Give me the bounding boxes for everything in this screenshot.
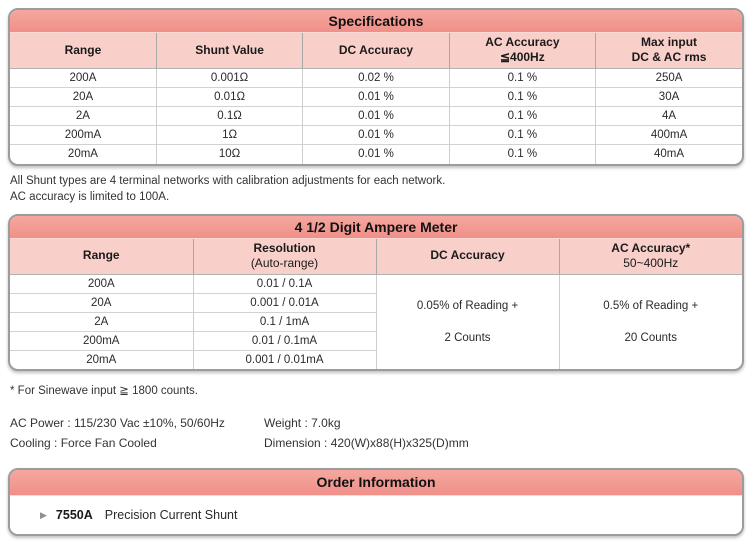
header-line: Resolution: [253, 240, 316, 255]
header-line: ≦400Hz: [499, 50, 545, 64]
table-header-row: [10, 33, 742, 69]
specifications-table: [10, 33, 742, 164]
weight-info: Weight : 7.0kg: [264, 416, 341, 430]
order-information-title: Order Information: [10, 470, 742, 496]
cell-shunt-value: 1Ω: [156, 126, 302, 145]
cell-resolution: 0.1 / 1mA: [193, 312, 376, 331]
shunt-notes: [10, 173, 742, 205]
cell-max-input: 250A: [596, 69, 742, 88]
sinewave-footnote: * For Sinewave input ≧ 1800 counts.: [10, 385, 198, 397]
accuracy-line: 20 Counts: [624, 331, 677, 344]
note-line: All Shunt types are 4 terminal networks with calibration adjustments for each network.: [10, 174, 446, 187]
table-header-row: [10, 239, 742, 275]
order-information-panel: [8, 468, 744, 536]
header-line: DC Accuracy: [430, 248, 505, 262]
cell-range: 200mA: [10, 331, 193, 350]
column-header-resolution: [193, 239, 376, 275]
cell-max-input: 40mA: [596, 145, 742, 164]
column-header-range: [10, 33, 156, 69]
cell-dc-accuracy: 0.01 %: [303, 145, 449, 164]
cell-dc-accuracy: 0.01 %: [303, 126, 449, 145]
column-header-ac-accuracy: [559, 239, 742, 275]
table-row: [10, 107, 742, 126]
header-line: Max input: [641, 35, 698, 49]
cell-max-input: 30A: [596, 88, 742, 107]
cell-ac-accuracy-merged: [559, 274, 742, 369]
header-line: Range: [82, 248, 120, 262]
cell-range: 200A: [69, 72, 97, 84]
cell-ac-accuracy: 0.1 %: [449, 145, 595, 164]
header-line: DC & AC rms: [631, 50, 707, 64]
play-triangle-icon: ▶: [40, 509, 47, 520]
column-header-range: [10, 239, 193, 275]
cell-range: 20A: [10, 293, 193, 312]
column-header-dc-accuracy: [303, 33, 449, 69]
table-row: [10, 69, 742, 88]
cell-ac-accuracy: 0.1 %: [449, 88, 595, 107]
accuracy-line: 0.5% of Reading +: [603, 299, 699, 312]
cell-dc-accuracy: 0.01 %: [303, 88, 449, 107]
table-row: [10, 274, 742, 293]
cell-range: 2A: [10, 107, 156, 126]
order-item: [10, 496, 742, 534]
column-header-dc-accuracy: [376, 239, 559, 275]
table-row: [10, 145, 742, 164]
info-column-left: [10, 413, 264, 453]
header-line: (Auto-range): [250, 255, 319, 270]
cell-range: 20A: [10, 88, 156, 107]
order-item-description: Precision Current Shunt: [104, 508, 238, 522]
ampere-meter-panel: [8, 214, 744, 372]
header-line: AC Accuracy*: [611, 240, 691, 255]
cell-range: 200A: [87, 277, 115, 290]
accuracy-line: 0.05% of Reading +: [416, 299, 519, 312]
order-model-number: 7550A: [55, 508, 93, 522]
header-line: AC Accuracy: [485, 35, 560, 49]
cell-resolution: 0.01 / 0.1mA: [193, 331, 376, 350]
cell-max-input: 400mA: [596, 126, 742, 145]
header-line: Shunt Value: [195, 42, 264, 57]
header-line: 50~400Hz: [623, 255, 679, 270]
column-header-ac-accuracy: [449, 33, 595, 69]
specifications-panel: [8, 8, 744, 166]
column-header-max-input: [596, 33, 742, 69]
general-info-block: [10, 413, 742, 453]
cell-shunt-value: 10Ω: [156, 145, 302, 164]
cell-ac-accuracy: 0.1 %: [449, 69, 595, 88]
cell-max-input: 4A: [596, 107, 742, 126]
accuracy-line: 2 Counts: [444, 331, 491, 344]
header-line: Range: [64, 42, 102, 57]
ac-power-info: AC Power : 115/230 Vac ±10%, 50/60Hz: [10, 416, 225, 430]
ampere-meter-title: 4 1/2 Digit Ampere Meter: [10, 216, 742, 239]
cell-shunt-value: 0.01Ω: [156, 88, 302, 107]
cell-shunt-value: 0.001Ω: [156, 69, 302, 88]
header-line: DC Accuracy: [338, 42, 414, 57]
cell-resolution: 0.001 / 0.01mA: [193, 350, 376, 369]
table-row: [10, 88, 742, 107]
cell-range: 20mA: [10, 350, 193, 369]
cell-resolution: 0.001 / 0.01A: [193, 293, 376, 312]
cooling-info: Cooling : Force Fan Cooled: [10, 436, 157, 450]
note-line: AC accuracy is limited to 100A.: [10, 190, 170, 203]
cell-resolution: 0.01 / 0.1A: [193, 274, 376, 293]
cell-ac-accuracy: 0.1 %: [449, 126, 595, 145]
info-column-right: [264, 413, 469, 453]
cell-shunt-value: 0.1Ω: [156, 107, 302, 126]
cell-ac-accuracy: 0.1 %: [449, 107, 595, 126]
cell-range: 20mA: [10, 145, 156, 164]
ampere-meter-table: [10, 239, 742, 370]
cell-dc-accuracy-merged: [376, 274, 559, 369]
specifications-title: Specifications: [10, 10, 742, 33]
cell-range: 2A: [10, 312, 193, 331]
column-header-shunt-value: [156, 33, 302, 69]
cell-dc-accuracy: 0.01 %: [303, 107, 449, 126]
dimension-info: Dimension : 420(W)x88(H)x325(D)mm: [264, 436, 469, 450]
cell-dc-accuracy: 0.02 %: [303, 69, 449, 88]
cell-range: 200mA: [10, 126, 156, 145]
table-row: [10, 126, 742, 145]
